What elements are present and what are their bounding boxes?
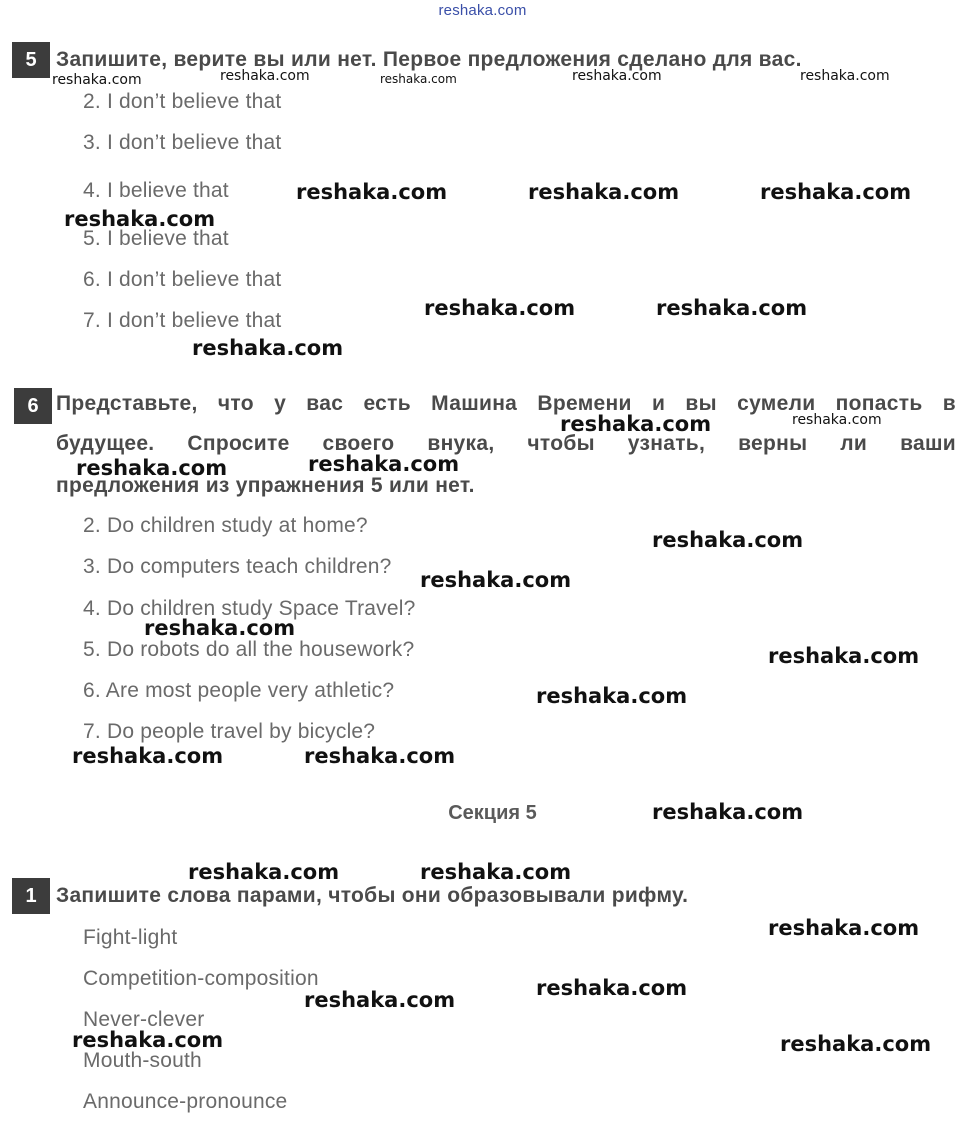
watermark: reshaka.com (536, 976, 688, 1000)
task-5-item: 2. I don’t believe that (83, 90, 282, 113)
task-6-title-line: предложения из упражнения 5 или нет. (56, 474, 475, 497)
watermark: reshaka.com (656, 296, 808, 320)
watermark: reshaka.com (652, 528, 804, 552)
watermark: reshaka.com (72, 1028, 224, 1052)
watermark: reshaka.com (304, 744, 456, 768)
task-1-item: Fight-light (83, 926, 178, 949)
task-6-item: 5. Do robots do all the housework? (83, 638, 415, 661)
watermark: reshaka.com (52, 72, 142, 88)
task-6-item: 3. Do computers teach children? (83, 555, 392, 578)
watermark: reshaka.com (528, 180, 680, 204)
task-1-item: Competition-composition (83, 967, 319, 990)
task-5-item: 7. I don’t believe that (83, 309, 282, 332)
watermark: reshaka.com (780, 1032, 932, 1056)
watermark: reshaka.com (420, 860, 572, 884)
watermark: reshaka.com (652, 800, 804, 824)
watermark: reshaka.com (560, 412, 712, 436)
site-header[interactable]: reshaka.com (438, 2, 527, 19)
watermark: reshaka.com (792, 412, 882, 428)
watermark: reshaka.com (768, 644, 920, 668)
watermark: reshaka.com (296, 180, 448, 204)
task-6-title-line: будущее. Спросите своего внука, чтобы узнать, верны ли ваши (56, 432, 956, 455)
watermark: reshaka.com (536, 684, 688, 708)
watermark: reshaka.com (76, 456, 228, 480)
task-6-number: 6 (14, 388, 52, 424)
watermark: reshaka.com (380, 72, 457, 86)
task-1-item: Never-clever (83, 1008, 205, 1031)
task-6-item: 2. Do children study at home? (83, 514, 368, 537)
task-1-item: Announce-pronounce (83, 1090, 288, 1113)
watermark: reshaka.com (64, 207, 216, 231)
task-5-number: 5 (12, 42, 50, 78)
task-6-item: 6. Are most people very athletic? (83, 679, 395, 702)
task-5-item: 6. I don’t believe that (83, 268, 282, 291)
watermark: reshaka.com (768, 916, 920, 940)
section-title: Секция 5 (448, 802, 537, 824)
task-5-item: 3. I don’t believe that (83, 131, 282, 154)
task-6-item: 7. Do people travel by bicycle? (83, 720, 376, 743)
watermark: reshaka.com (760, 180, 912, 204)
task-5-item: 5. I believe that (83, 227, 229, 250)
task-1-title: Запишите слова парами, чтобы они образовывали рифму. (56, 884, 689, 907)
watermark: reshaka.com (144, 616, 296, 640)
watermark: reshaka.com (800, 68, 890, 84)
watermark: reshaka.com (188, 860, 340, 884)
task-1-number: 1 (12, 878, 50, 914)
task-5-title: Запишите, верите вы или нет. Первое предложения сделано для вас. (56, 48, 802, 71)
watermark: reshaka.com (308, 452, 460, 476)
watermark: reshaka.com (304, 988, 456, 1012)
watermark: reshaka.com (72, 744, 224, 768)
task-1-item: Mouth-south (83, 1049, 202, 1072)
task-6-item: 4. Do children study Space Travel? (83, 597, 416, 620)
watermark: reshaka.com (420, 568, 572, 592)
watermark: reshaka.com (424, 296, 576, 320)
task-6-title-line: Представьте, что у вас есть Машина Времени и вы сумели попасть в (56, 392, 956, 415)
watermark: reshaka.com (220, 68, 310, 84)
watermark: reshaka.com (192, 336, 344, 360)
task-5-item: 4. I believe that (83, 179, 229, 202)
watermark: reshaka.com (572, 68, 662, 84)
